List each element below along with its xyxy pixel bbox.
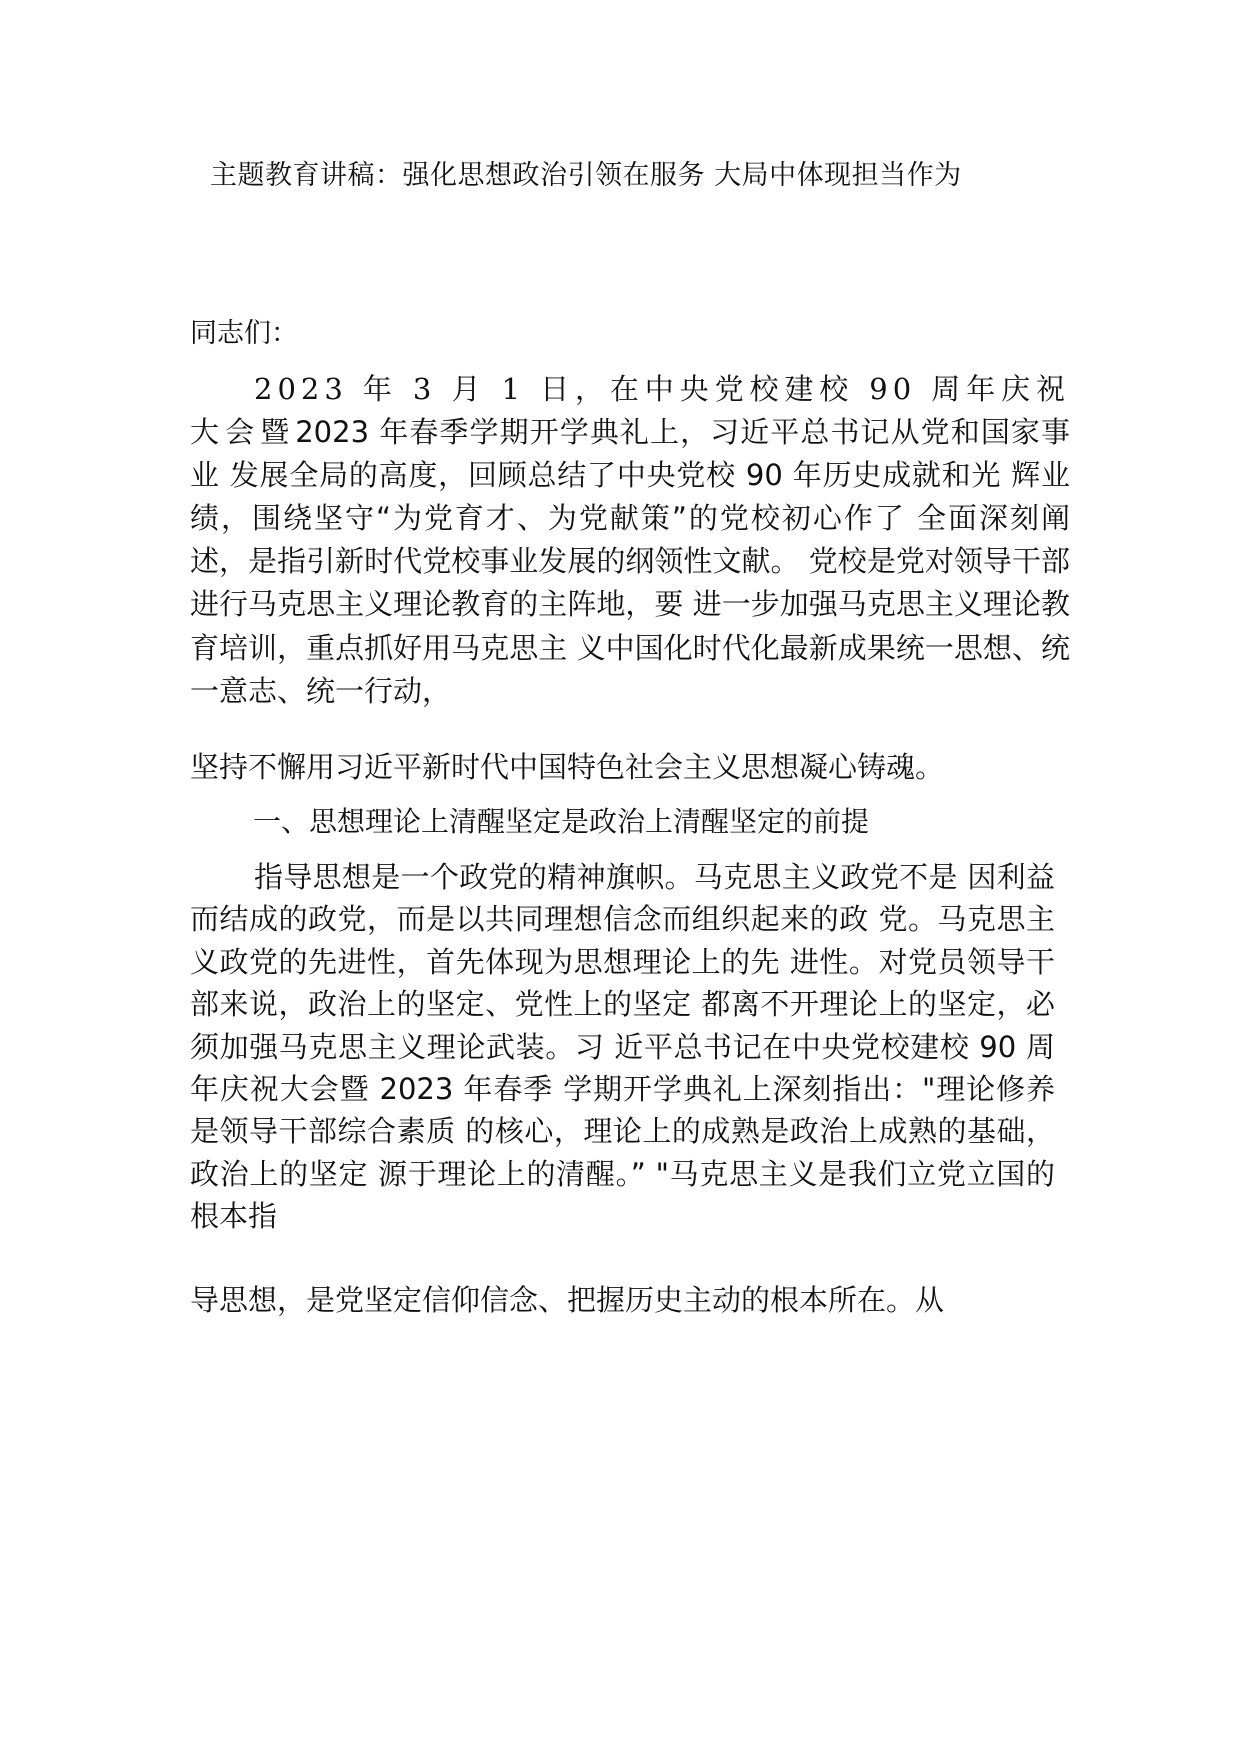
document-title: 主题教育讲稿：强化思想政治引领在服务 大局中体现担当作为	[210, 160, 962, 191]
salutation: 同志们：	[190, 318, 298, 349]
paragraph-1-continued: 坚持不懈用习近平新时代中国特色社会主义思想凝心铸魂。	[190, 750, 945, 784]
paragraph-1-body: 2023 年春季学期开学典礼上，习近平总书记从党和国家事业 发展全局的高度，回顾总结了中央党校 90 年历史成就和光 辉业绩，围绕坚守“为党育才、为党献策”的党校初心作了 全面深刻阐述，是指引新时代党校事业发展的纲领性文献。 党校是党对领导干部进行马克思主义理论教育的主阵地，要 进一步加强马克思主义理论教育培训，重点抓好用马克思主 义中国化时代化最新成果统一思想、统一意志、统一行动，	[190, 415, 1070, 708]
paragraph-1-date-line: 2023 年 3 月 1 日，在中央党校建校 90 周年庆祝大会暨	[190, 372, 1070, 450]
paragraph-2: 指导思想是一个政党的精神旗帜。马克思主义政党不是 因利益而结成的政党，而是以共同理想信念而组织起来的政 党。马克思主义政党的先进性，首先体现为思想理论上的先 进性。对党员领导干部来说，政治上的坚定、党性上的坚定 都离不开理论上的坚定，必须加强马克思主义理论武装。习 近平总书记在中央党校建校 90 周年庆祝大会暨 2023 年春季 学期开学典礼上深刻指出："理论修养是领导干部综合素质 的核心，理论上的成熟是政治上成熟的基础，政治上的坚定 源于理论上的清醒。” "马克思主义是我们立党立国的根本指	[190, 860, 1055, 1234]
section-heading-1: 一、思想理论上清醒坚定是政治上清醒坚定的前提	[253, 805, 870, 838]
paragraph-2-continued: 导思想，是党坚定信仰信念、把握历史主动的根本所在。从	[190, 1283, 945, 1317]
paragraph-1	[190, 368, 1070, 713]
